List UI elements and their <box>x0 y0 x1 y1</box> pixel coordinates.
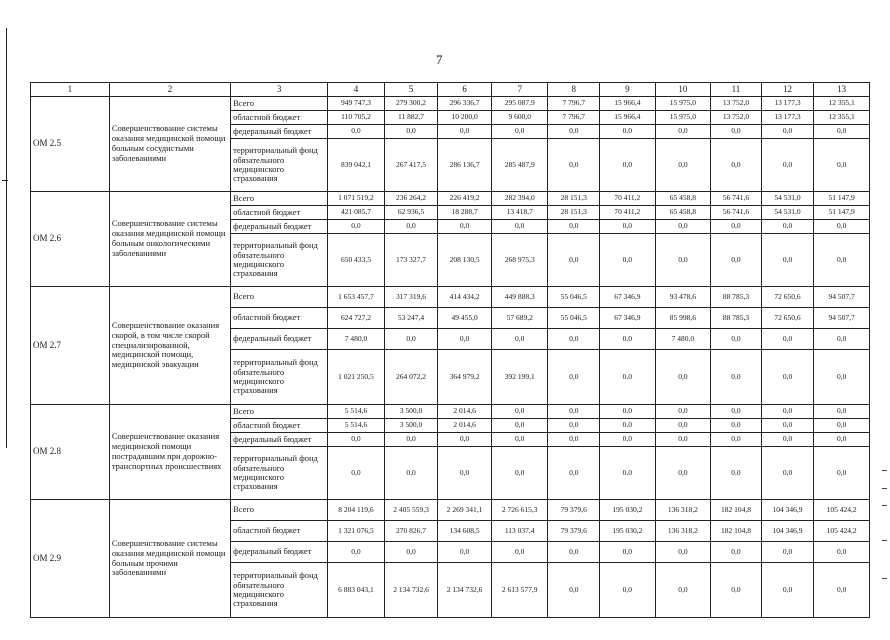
amount-cell: 0,0 <box>761 220 814 234</box>
amount-cell: 270 826,7 <box>384 521 438 542</box>
scan-left-margin-line <box>6 28 7 448</box>
amount-cell: 134 608,5 <box>438 521 492 542</box>
activity-name: Совершенствование системы оказания медицинской помощи больным прочими заболеваниями <box>109 500 230 618</box>
amount-cell: 13 418,7 <box>491 206 548 220</box>
table-body <box>31 97 870 618</box>
amount-cell: 7 480,0 <box>328 329 385 350</box>
amount-cell: 88 785,3 <box>711 287 762 308</box>
activity-name: Совершенствование системы оказания медицинской помощи больным онкологическими заболеваниями <box>109 192 230 287</box>
amount-cell: 0,0 <box>655 563 711 618</box>
amount-cell: 267 417,5 <box>384 139 438 192</box>
amount-cell: 0,0 <box>491 542 548 563</box>
amount-cell: 79 379,6 <box>548 500 600 521</box>
amount-cell: 0,0 <box>548 405 600 419</box>
amount-cell: 70 411,2 <box>600 192 656 206</box>
activity-code: ОМ 2.7 <box>31 287 110 405</box>
activity-code: ОМ 2.6 <box>31 192 110 287</box>
amount-cell: 93 478,6 <box>655 287 711 308</box>
funding-source: федеральный бюджет <box>231 329 328 350</box>
amount-cell: 0,0 <box>761 405 814 419</box>
amount-cell: 1 021 250,5 <box>328 350 385 405</box>
amount-cell: 0,0 <box>711 433 762 447</box>
amount-cell: 0,0 <box>600 329 656 350</box>
amount-cell: 949 747,3 <box>328 97 385 111</box>
amount-cell: 0,0 <box>491 220 548 234</box>
amount-cell: 0,0 <box>384 220 438 234</box>
amount-cell: 0,0 <box>655 139 711 192</box>
amount-cell: 0,0 <box>814 433 870 447</box>
amount-cell: 173 327,7 <box>384 234 438 287</box>
amount-cell: 0,0 <box>438 220 492 234</box>
amount-cell: 0,0 <box>655 447 711 500</box>
table-row <box>31 500 870 521</box>
amount-cell: 88 785,3 <box>711 308 762 329</box>
amount-cell: 0,0 <box>548 447 600 500</box>
amount-cell: 2 014,6 <box>438 405 492 419</box>
amount-cell: 2 014,6 <box>438 419 492 433</box>
amount-cell: 0,0 <box>600 234 656 287</box>
amount-cell: 53 247,4 <box>384 308 438 329</box>
amount-cell: 0,0 <box>438 542 492 563</box>
amount-cell: 0,0 <box>761 139 814 192</box>
amount-cell: 0,0 <box>600 405 656 419</box>
amount-cell: 65 458,8 <box>655 206 711 220</box>
amount-cell: 1 071 519,2 <box>328 192 385 206</box>
amount-cell: 236 264,2 <box>384 192 438 206</box>
amount-cell: 650 433,5 <box>328 234 385 287</box>
amount-cell: 279 300,2 <box>384 97 438 111</box>
amount-cell: 104 346,9 <box>761 500 814 521</box>
column-number-header: 3 <box>231 83 328 97</box>
amount-cell: 5 514,6 <box>328 405 385 419</box>
amount-cell: 28 151,3 <box>548 192 600 206</box>
amount-cell: 13 752,0 <box>711 111 762 125</box>
amount-cell: 136 318,2 <box>655 500 711 521</box>
amount-cell: 392 199,1 <box>491 350 548 405</box>
amount-cell: 0,0 <box>711 563 762 618</box>
funding-source: областной бюджет <box>231 521 328 542</box>
funding-source: территориальный фонд обязательного медицинского страхования <box>231 563 328 618</box>
amount-cell: 0,0 <box>814 542 870 563</box>
amount-cell: 28 151,3 <box>548 206 600 220</box>
amount-cell: 70 411,2 <box>600 206 656 220</box>
amount-cell: 113 037,4 <box>491 521 548 542</box>
amount-cell: 839 042,1 <box>328 139 385 192</box>
amount-cell: 56 741,6 <box>711 192 762 206</box>
funding-source: областной бюджет <box>231 206 328 220</box>
column-number-header: 6 <box>438 83 492 97</box>
amount-cell: 414 434,2 <box>438 287 492 308</box>
amount-cell: 0,0 <box>328 542 385 563</box>
scan-right-edge-marks <box>882 0 890 640</box>
amount-cell: 0,0 <box>384 329 438 350</box>
column-number-header-row <box>31 83 870 97</box>
activity-name: Совершенствование системы оказания медицинской помощи больным сосудистыми заболеваниями <box>109 97 230 192</box>
table-row <box>31 97 870 111</box>
column-number-header: 4 <box>328 83 385 97</box>
amount-cell: 0,0 <box>384 433 438 447</box>
amount-cell: 10 200,0 <box>438 111 492 125</box>
amount-cell: 0,0 <box>548 125 600 139</box>
amount-cell: 296 336,7 <box>438 97 492 111</box>
amount-cell: 0,0 <box>711 139 762 192</box>
amount-cell: 317 319,6 <box>384 287 438 308</box>
amount-cell: 0,0 <box>655 220 711 234</box>
amount-cell: 0,0 <box>600 563 656 618</box>
amount-cell: 2 405 559,3 <box>384 500 438 521</box>
column-number-header: 12 <box>761 83 814 97</box>
page-number: 7 <box>436 52 443 67</box>
funding-source: Всего <box>231 500 328 521</box>
amount-cell: 9 600,0 <box>491 111 548 125</box>
amount-cell: 55 046,5 <box>548 308 600 329</box>
amount-cell: 0,0 <box>328 447 385 500</box>
amount-cell: 18 288,7 <box>438 206 492 220</box>
amount-cell: 0,0 <box>548 542 600 563</box>
amount-cell: 2 134 732,6 <box>384 563 438 618</box>
funding-source: областной бюджет <box>231 111 328 125</box>
amount-cell: 295 087,9 <box>491 97 548 111</box>
amount-cell: 0,0 <box>711 350 762 405</box>
amount-cell: 0,0 <box>814 220 870 234</box>
amount-cell: 0,0 <box>600 542 656 563</box>
column-number-header: 8 <box>548 83 600 97</box>
amount-cell: 285 487,9 <box>491 139 548 192</box>
amount-cell: 0,0 <box>491 419 548 433</box>
amount-cell: 421 085,7 <box>328 206 385 220</box>
activity-name: Совершенствование оказания скорой, в том числе скорой специализированной, медицинской помощи, медицинской эвакуации <box>109 287 230 405</box>
amount-cell: 0,0 <box>491 447 548 500</box>
amount-cell: 0,0 <box>761 125 814 139</box>
column-number-header: 13 <box>814 83 870 97</box>
funding-source: федеральный бюджет <box>231 220 328 234</box>
amount-cell: 0,0 <box>761 419 814 433</box>
amount-cell: 57 689,2 <box>491 308 548 329</box>
column-number-header: 1 <box>31 83 110 97</box>
amount-cell: 65 458,8 <box>655 192 711 206</box>
amount-cell: 51 147,9 <box>814 206 870 220</box>
amount-cell: 51 147,9 <box>814 192 870 206</box>
activity-name: Совершенствование оказания медицинской помощи пострадавшим при дорожно-транспортных происшествиях <box>109 405 230 500</box>
table-row <box>31 405 870 419</box>
amount-cell: 55 046,5 <box>548 287 600 308</box>
amount-cell: 0,0 <box>655 234 711 287</box>
amount-cell: 2 134 732,6 <box>438 563 492 618</box>
amount-cell: 13 752,0 <box>711 97 762 111</box>
amount-cell: 0,0 <box>814 563 870 618</box>
amount-cell: 449 888,3 <box>491 287 548 308</box>
amount-cell: 54 531,0 <box>761 206 814 220</box>
column-number-header: 11 <box>711 83 762 97</box>
funding-source: федеральный бюджет <box>231 433 328 447</box>
activity-code: ОМ 2.9 <box>31 500 110 618</box>
amount-cell: 0,0 <box>711 329 762 350</box>
amount-cell: 12 355,1 <box>814 111 870 125</box>
funding-source: федеральный бюджет <box>231 542 328 563</box>
funding-source: федеральный бюджет <box>231 125 328 139</box>
funding-source: областной бюджет <box>231 419 328 433</box>
amount-cell: 0,0 <box>328 433 385 447</box>
amount-cell: 0,0 <box>548 350 600 405</box>
amount-cell: 182 104,8 <box>711 500 762 521</box>
amount-cell: 208 130,5 <box>438 234 492 287</box>
amount-cell: 110 705,2 <box>328 111 385 125</box>
amount-cell: 0,0 <box>655 350 711 405</box>
amount-cell: 0,0 <box>711 542 762 563</box>
amount-cell: 0,0 <box>655 419 711 433</box>
amount-cell: 62 936,5 <box>384 206 438 220</box>
amount-cell: 67 346,9 <box>600 287 656 308</box>
amount-cell: 0,0 <box>491 329 548 350</box>
amount-cell: 0,0 <box>761 329 814 350</box>
amount-cell: 0,0 <box>548 234 600 287</box>
amount-cell: 11 882,7 <box>384 111 438 125</box>
amount-cell: 0,0 <box>814 405 870 419</box>
amount-cell: 0,0 <box>711 125 762 139</box>
amount-cell: 0,0 <box>655 542 711 563</box>
amount-cell: 0,0 <box>384 125 438 139</box>
amount-cell: 15 966,4 <box>600 111 656 125</box>
amount-cell: 0,0 <box>761 563 814 618</box>
amount-cell: 7 480,0 <box>655 329 711 350</box>
amount-cell: 0,0 <box>761 350 814 405</box>
scan-left-tick <box>2 180 8 181</box>
amount-cell: 72 650,6 <box>761 308 814 329</box>
amount-cell: 0,0 <box>600 447 656 500</box>
amount-cell: 0,0 <box>384 447 438 500</box>
amount-cell: 0,0 <box>600 220 656 234</box>
amount-cell: 0,0 <box>814 447 870 500</box>
amount-cell: 0,0 <box>814 329 870 350</box>
amount-cell: 195 030,2 <box>600 500 656 521</box>
amount-cell: 7 796,7 <box>548 111 600 125</box>
funding-source: областной бюджет <box>231 308 328 329</box>
column-number-header: 5 <box>384 83 438 97</box>
amount-cell: 0,0 <box>548 419 600 433</box>
amount-cell: 286 136,7 <box>438 139 492 192</box>
amount-cell: 264 072,2 <box>384 350 438 405</box>
amount-cell: 0,0 <box>761 433 814 447</box>
amount-cell: 0,0 <box>438 447 492 500</box>
amount-cell: 0,0 <box>814 234 870 287</box>
amount-cell: 0,0 <box>761 234 814 287</box>
amount-cell: 0,0 <box>548 220 600 234</box>
amount-cell: 15 966,4 <box>600 97 656 111</box>
amount-cell: 0,0 <box>491 125 548 139</box>
funding-source: территориальный фонд обязательного медицинского страхования <box>231 234 328 287</box>
amount-cell: 0,0 <box>438 329 492 350</box>
funding-source: Всего <box>231 192 328 206</box>
amount-cell: 0,0 <box>600 139 656 192</box>
amount-cell: 2 613 577,9 <box>491 563 548 618</box>
amount-cell: 15 975,0 <box>655 97 711 111</box>
amount-cell: 0,0 <box>600 125 656 139</box>
funding-source: территориальный фонд обязательного медицинского страхования <box>231 350 328 405</box>
amount-cell: 0,0 <box>711 220 762 234</box>
table-row <box>31 192 870 206</box>
amount-cell: 136 318,2 <box>655 521 711 542</box>
amount-cell: 0,0 <box>328 220 385 234</box>
amount-cell: 2 269 341,1 <box>438 500 492 521</box>
financing-table <box>30 82 870 618</box>
amount-cell: 0,0 <box>328 125 385 139</box>
amount-cell: 0,0 <box>438 125 492 139</box>
amount-cell: 0,0 <box>491 405 548 419</box>
amount-cell: 0,0 <box>548 329 600 350</box>
amount-cell: 0,0 <box>711 405 762 419</box>
amount-cell: 94 507,7 <box>814 287 870 308</box>
funding-source: территориальный фонд обязательного медицинского страхования <box>231 447 328 500</box>
amount-cell: 0,0 <box>814 419 870 433</box>
amount-cell: 0,0 <box>655 433 711 447</box>
amount-cell: 5 514,6 <box>328 419 385 433</box>
column-number-header: 2 <box>109 83 230 97</box>
amount-cell: 0,0 <box>655 125 711 139</box>
amount-cell: 0,0 <box>761 542 814 563</box>
column-number-header: 10 <box>655 83 711 97</box>
amount-cell: 195 030,2 <box>600 521 656 542</box>
amount-cell: 72 650,6 <box>761 287 814 308</box>
amount-cell: 13 177,3 <box>761 111 814 125</box>
funding-source: Всего <box>231 287 328 308</box>
funding-source: территориальный фонд обязательного медицинского страхования <box>231 139 328 192</box>
amount-cell: 624 727,2 <box>328 308 385 329</box>
amount-cell: 105 424,2 <box>814 521 870 542</box>
amount-cell: 0,0 <box>600 419 656 433</box>
amount-cell: 104 346,9 <box>761 521 814 542</box>
amount-cell: 0,0 <box>711 447 762 500</box>
table-row <box>31 287 870 308</box>
amount-cell: 182 104,8 <box>711 521 762 542</box>
amount-cell: 105 424,2 <box>814 500 870 521</box>
amount-cell: 0,0 <box>384 542 438 563</box>
activity-code: ОМ 2.8 <box>31 405 110 500</box>
amount-cell: 0,0 <box>548 433 600 447</box>
amount-cell: 0,0 <box>600 350 656 405</box>
amount-cell: 1 653 457,7 <box>328 287 385 308</box>
amount-cell: 0,0 <box>655 405 711 419</box>
amount-cell: 0,0 <box>814 125 870 139</box>
funding-source: Всего <box>231 405 328 419</box>
amount-cell: 364 979,2 <box>438 350 492 405</box>
amount-cell: 7 796,7 <box>548 97 600 111</box>
amount-cell: 0,0 <box>548 563 600 618</box>
amount-cell: 1 321 076,5 <box>328 521 385 542</box>
amount-cell: 12 355,1 <box>814 97 870 111</box>
amount-cell: 0,0 <box>600 433 656 447</box>
amount-cell: 0,0 <box>711 419 762 433</box>
amount-cell: 0,0 <box>438 433 492 447</box>
amount-cell: 0,0 <box>814 139 870 192</box>
amount-cell: 0,0 <box>711 234 762 287</box>
amount-cell: 67 346,9 <box>600 308 656 329</box>
amount-cell: 268 975,3 <box>491 234 548 287</box>
column-number-header: 9 <box>600 83 656 97</box>
amount-cell: 226 419,2 <box>438 192 492 206</box>
amount-cell: 49 455,0 <box>438 308 492 329</box>
amount-cell: 54 531,0 <box>761 192 814 206</box>
amount-cell: 13 177,3 <box>761 97 814 111</box>
amount-cell: 0,0 <box>548 139 600 192</box>
amount-cell: 0,0 <box>814 350 870 405</box>
amount-cell: 94 507,7 <box>814 308 870 329</box>
amount-cell: 3 500,0 <box>384 405 438 419</box>
amount-cell: 15 975,0 <box>655 111 711 125</box>
amount-cell: 85 998,6 <box>655 308 711 329</box>
amount-cell: 8 204 119,6 <box>328 500 385 521</box>
amount-cell: 6 883 043,1 <box>328 563 385 618</box>
activity-code: ОМ 2.5 <box>31 97 110 192</box>
funding-source: Всего <box>231 97 328 111</box>
column-number-header: 7 <box>491 83 548 97</box>
amount-cell: 0,0 <box>491 433 548 447</box>
amount-cell: 282 394,0 <box>491 192 548 206</box>
amount-cell: 56 741,6 <box>711 206 762 220</box>
amount-cell: 2 726 615,3 <box>491 500 548 521</box>
amount-cell: 3 500,0 <box>384 419 438 433</box>
amount-cell: 0,0 <box>761 447 814 500</box>
amount-cell: 79 379,6 <box>548 521 600 542</box>
